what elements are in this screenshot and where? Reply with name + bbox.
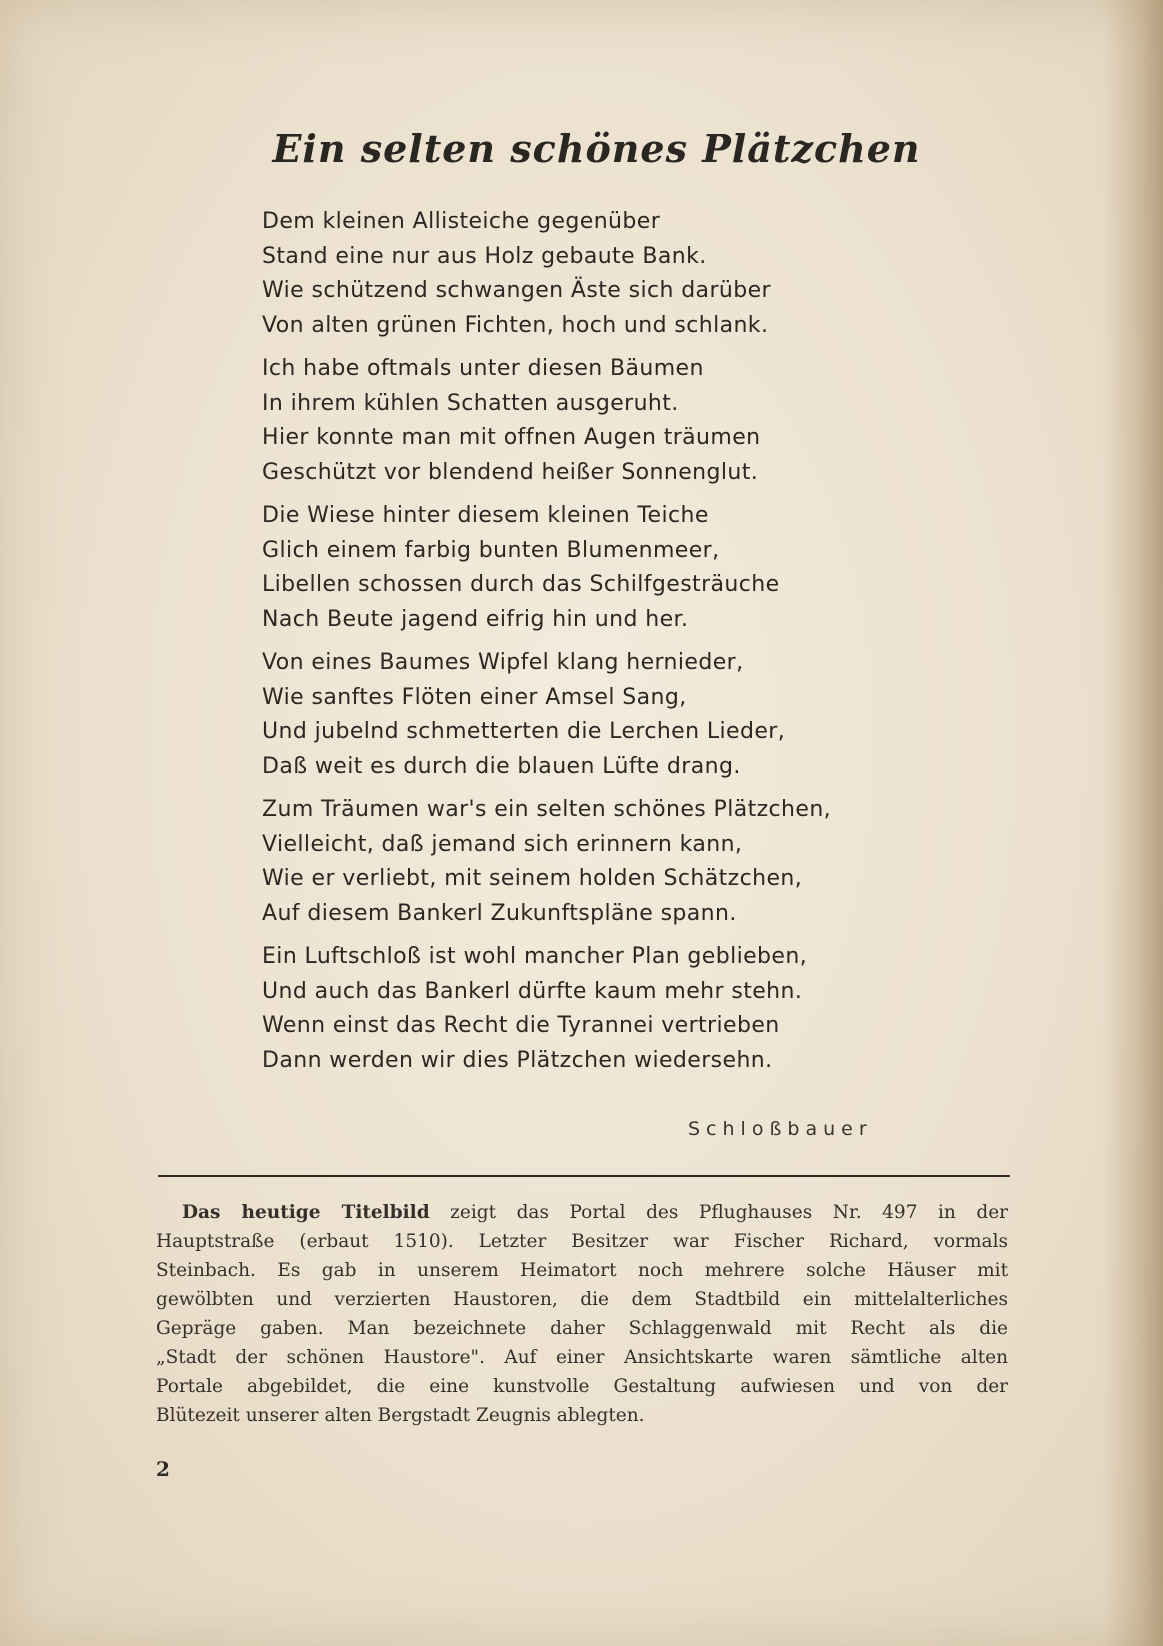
poem-stanza	[262, 646, 922, 784]
poem-line: Und auch das Bankerl dürfte kaum mehr stehn.	[262, 978, 803, 1004]
poem-line: Hier konnte man mit offnen Augen träumen	[262, 425, 761, 450]
note-line-text: zeigt das Portal des Pflughauses Nr. 497 in der	[450, 1202, 1008, 1223]
poem-line: Wenn einst das Recht die Tyrannei vertrieben	[262, 1013, 780, 1038]
poem-line: Wie sanftes Flöten einer Amsel Sang,	[262, 684, 687, 710]
poem-line: Wie schützend schwangen Äste sich darüber	[262, 278, 771, 303]
note-line: Hauptstraße (erbaut 1510). Letzter Besitzer war Fischer Richard, vormals	[156, 1231, 1008, 1252]
poem-stanza	[262, 793, 922, 931]
page-number: 2	[156, 1457, 170, 1481]
poem-line: Ein Luftschloß ist wohl mancher Plan geblieben,	[262, 944, 808, 969]
poem-line: Von eines Baumes Wipfel klang hernieder,	[262, 650, 744, 675]
poem-stanza	[262, 352, 922, 490]
note-line: Gepräge gaben. Man bezeichnete daher Schlaggenwald mit Recht als die	[156, 1318, 1008, 1339]
note-lead: Das heutige Titelbild	[182, 1202, 430, 1223]
note-line: gewölbten und verzierten Haustoren, die dem Stadtbild ein mittelalterliches	[156, 1289, 1008, 1310]
note-line: Blütezeit unserer alten Bergstadt Zeugnis ablegten.	[156, 1405, 645, 1426]
poem-line: Daß weit es durch die blauen Lüfte drang.	[262, 753, 741, 779]
note-line: „Stadt der schönen Haustore". Auf einer Ansichtskarte waren sämtliche alten	[156, 1347, 1008, 1368]
poem-line: Von alten grünen Fichten, hoch und schlank.	[262, 312, 769, 338]
cover-note	[156, 1198, 1008, 1430]
poem-line: Wie er verliebt, mit seinem holden Schätzchen,	[262, 866, 803, 891]
poem-line: Geschützt vor blendend heißer Sonnenglut.	[262, 459, 759, 485]
poem-line: Dem kleinen Allisteiche gegenüber	[262, 209, 661, 234]
divider	[158, 1175, 1010, 1177]
poem-line: Glich einem farbig bunten Blumenmeer,	[262, 537, 720, 563]
poem-line: Dann werden wir dies Plätzchen wiedersehn.	[262, 1047, 773, 1073]
poem-line: Nach Beute jagend eifrig hin und her.	[262, 606, 689, 632]
note-line	[156, 1198, 1008, 1227]
note-line: Steinbach. Es gab in unserem Heimatort noch mehrere solche Häuser mit	[156, 1260, 1008, 1281]
poem-line: Stand eine nur aus Holz gebaute Bank.	[262, 243, 707, 269]
poem-line: Libellen schossen durch das Schilfgesträuche	[262, 572, 780, 597]
poem-line: Ich habe oftmals unter diesen Bäumen	[262, 356, 704, 381]
poem-author: Schloßbauer	[688, 1118, 873, 1140]
poem-stanza	[262, 205, 922, 343]
poem-line: Vielleicht, daß jemand sich erinnern kann,	[262, 831, 743, 857]
poem-line: Die Wiese hinter diesem kleinen Teiche	[262, 503, 709, 528]
poem-stanza	[262, 940, 922, 1078]
poem-line: Auf diesem Bankerl Zukunftspläne spann.	[262, 900, 737, 926]
poem-body	[262, 205, 922, 1087]
poem-line: Und jubelnd schmetterten die Lerchen Lieder,	[262, 719, 786, 744]
poem-stanza	[262, 499, 922, 637]
note-line: Portale abgebildet, die eine kunstvolle Gestaltung aufwiesen und von der	[156, 1376, 1008, 1397]
poem-line: In ihrem kühlen Schatten ausgeruht.	[262, 390, 679, 416]
poem-title: Ein selten schönes Plätzchen	[272, 126, 921, 171]
poem-line: Zum Träumen war's ein selten schönes Plätzchen,	[262, 797, 832, 822]
